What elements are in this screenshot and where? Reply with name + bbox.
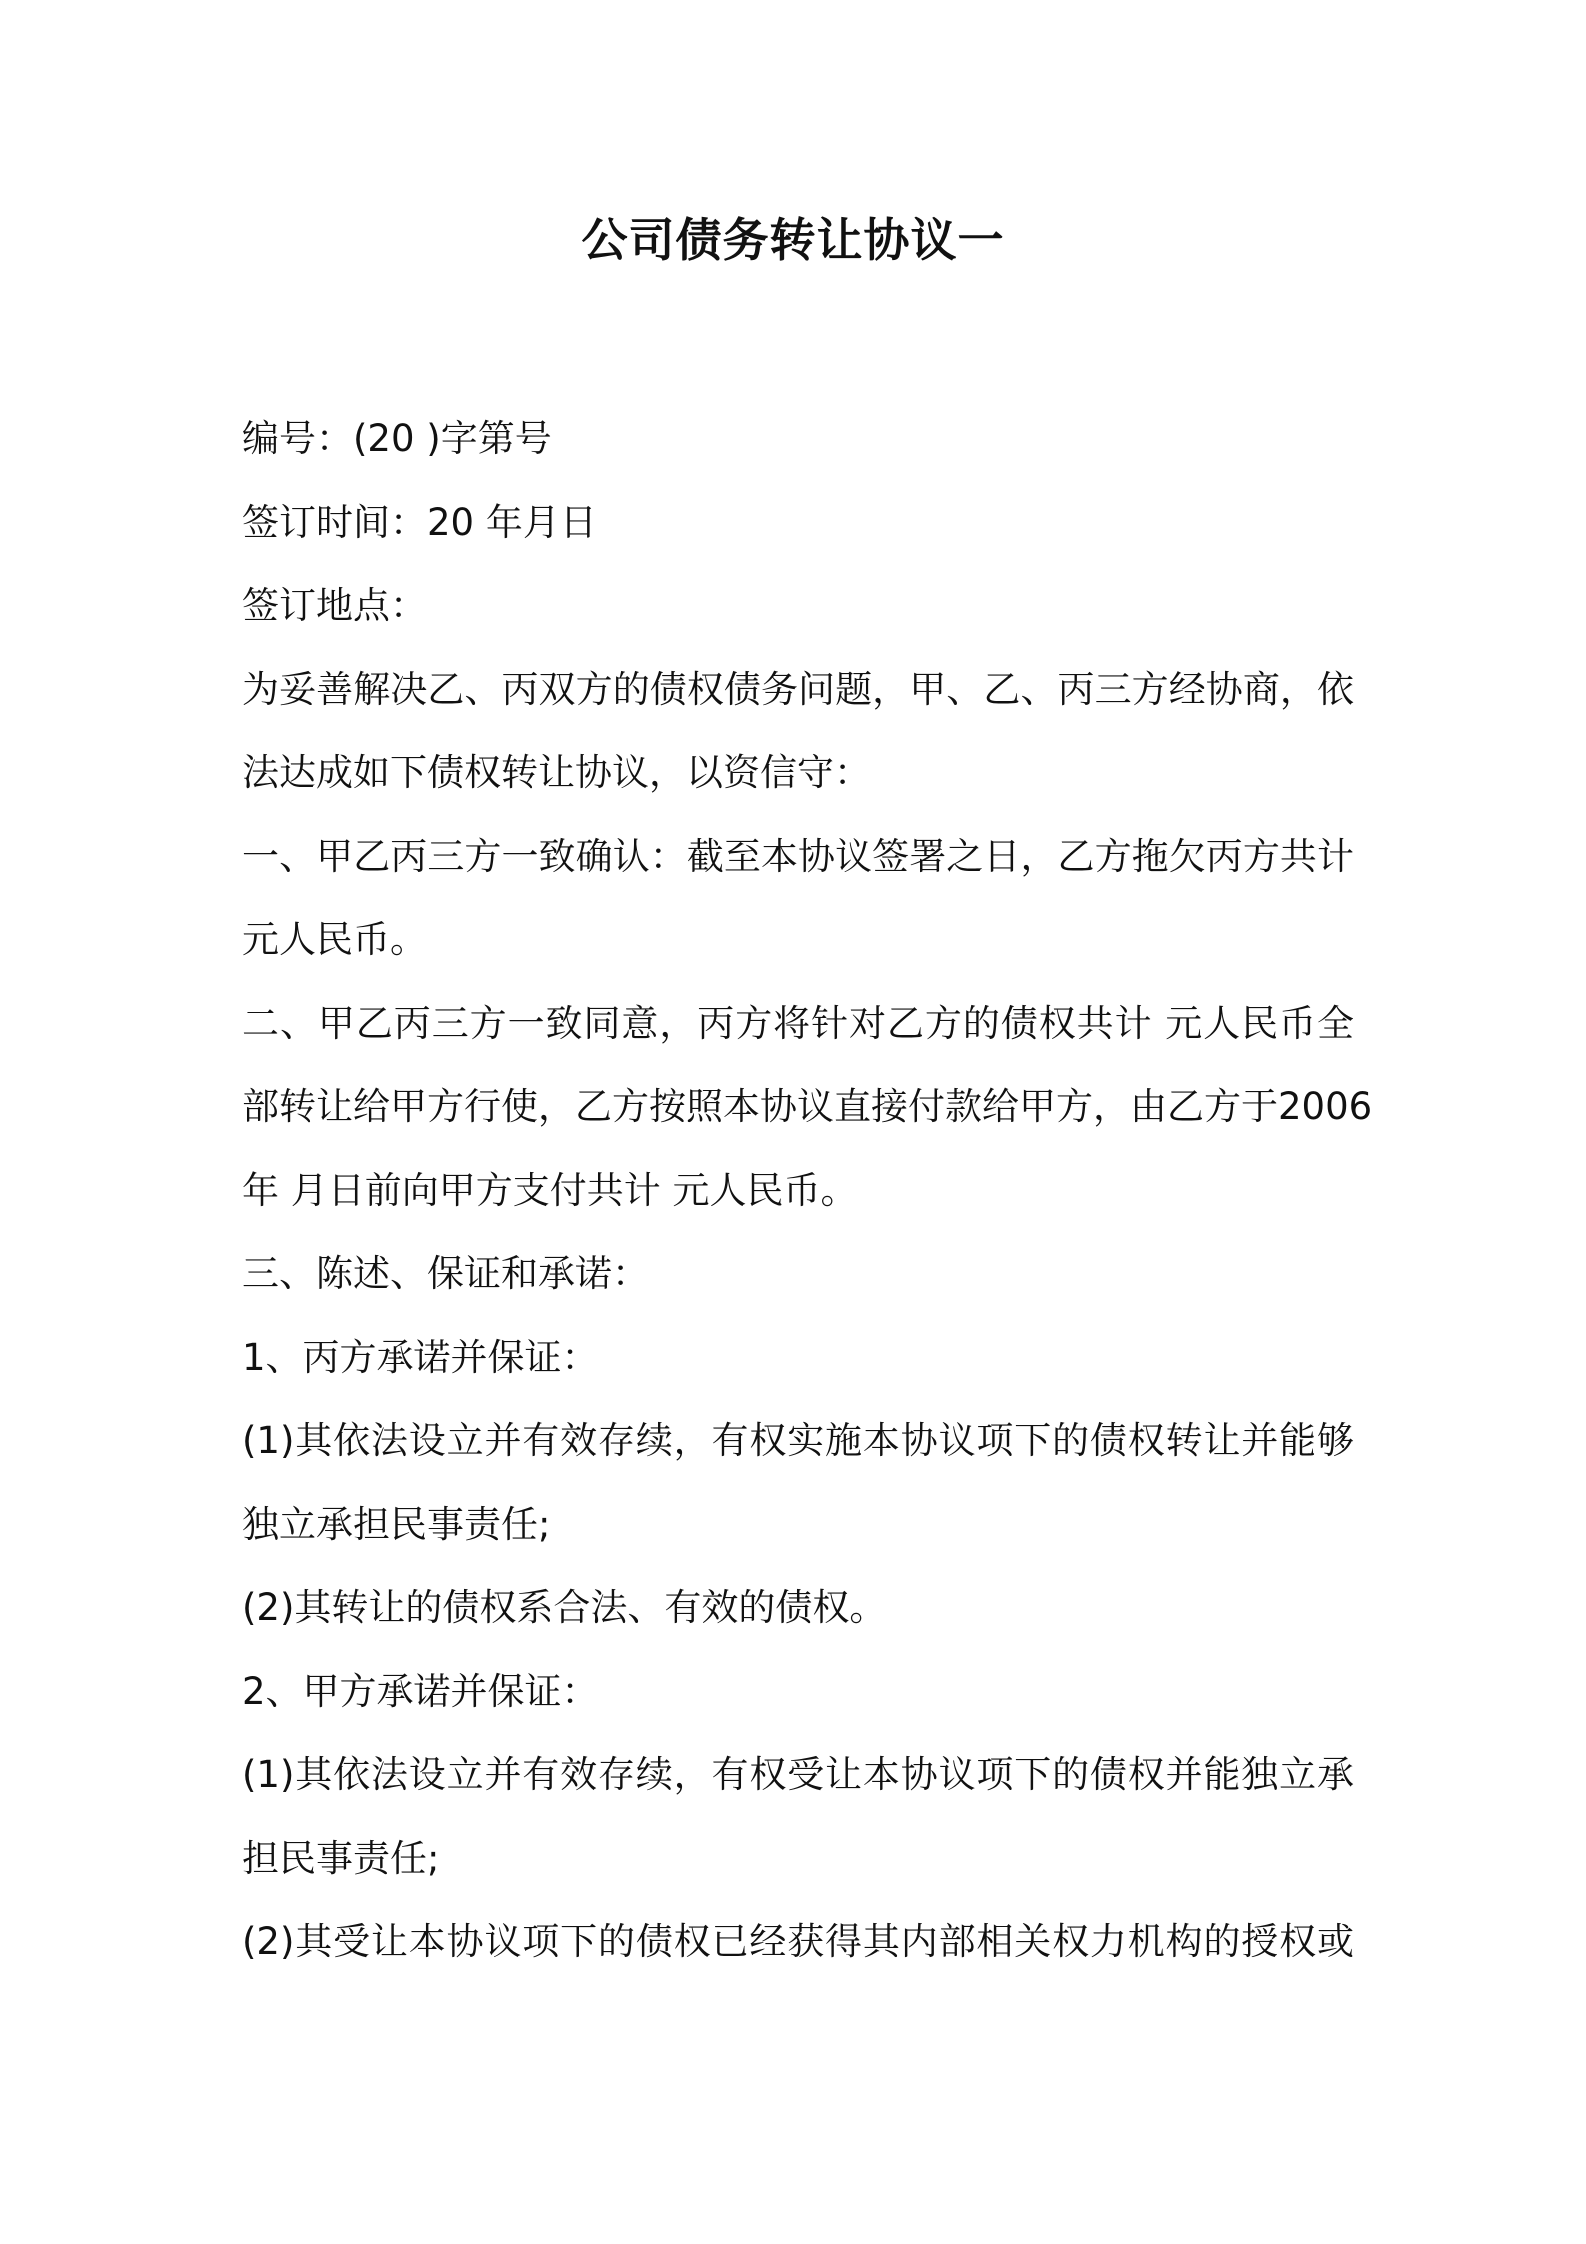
clause-2-line-1: 二、甲乙丙三方一致同意，丙方将针对乙方的债权共计 元人民币全 [242,1001,1354,1045]
party-c-item-1-line-2: 独立承担民事责任; [242,1502,551,1546]
clause-2-line-2: 部转让给甲方行使，乙方按照本协议直接付款给甲方，由乙方于2006 [242,1085,1373,1128]
clause-1-line-1: 一、甲乙丙三方一致确认：截至本协议签署之日，乙方拖欠丙方共计 [242,834,1354,878]
signing-place-line: 签订地点： [242,584,427,627]
party-a-item-1-line-2: 担民事责任; [242,1836,440,1880]
signing-date-line: 签订时间：20 年月日 [242,500,597,544]
party-c-heading: 1、丙方承诺并保证： [242,1335,599,1379]
party-c-item-2: (2)其转让的债权系合法、有效的债权。 [242,1586,887,1629]
document-title: 公司债务转让协议一 [581,213,1005,267]
party-a-item-1-line-1: (1)其依法设立并有效存续，有权受让本协议项下的债权并能独立承 [242,1753,1354,1796]
party-c-item-1-line-1: (1)其依法设立并有效存续，有权实施本协议项下的债权转让并能够 [242,1419,1354,1462]
preamble-line-1: 为妥善解决乙、丙双方的债权债务问题，甲、乙、丙三方经协商，依 [242,667,1354,711]
preamble-line-2: 法达成如下债权转让协议，以资信守： [242,751,871,794]
party-a-heading: 2、甲方承诺并保证： [242,1669,599,1713]
document-body [242,410,1373,1997]
clause-3-heading: 三、陈述、保证和承诺： [242,1252,649,1295]
clause-2-line-3: 年 月日前向甲方支付共计 元人民币。 [242,1168,858,1212]
serial-number-line: 编号：(20 )字第号 [242,417,552,460]
clause-1-line-2: 元人民币。 [242,918,427,961]
party-a-item-2-line-1: (2)其受让本协议项下的债权已经获得其内部相关权力机构的授权或 [242,1920,1354,1963]
